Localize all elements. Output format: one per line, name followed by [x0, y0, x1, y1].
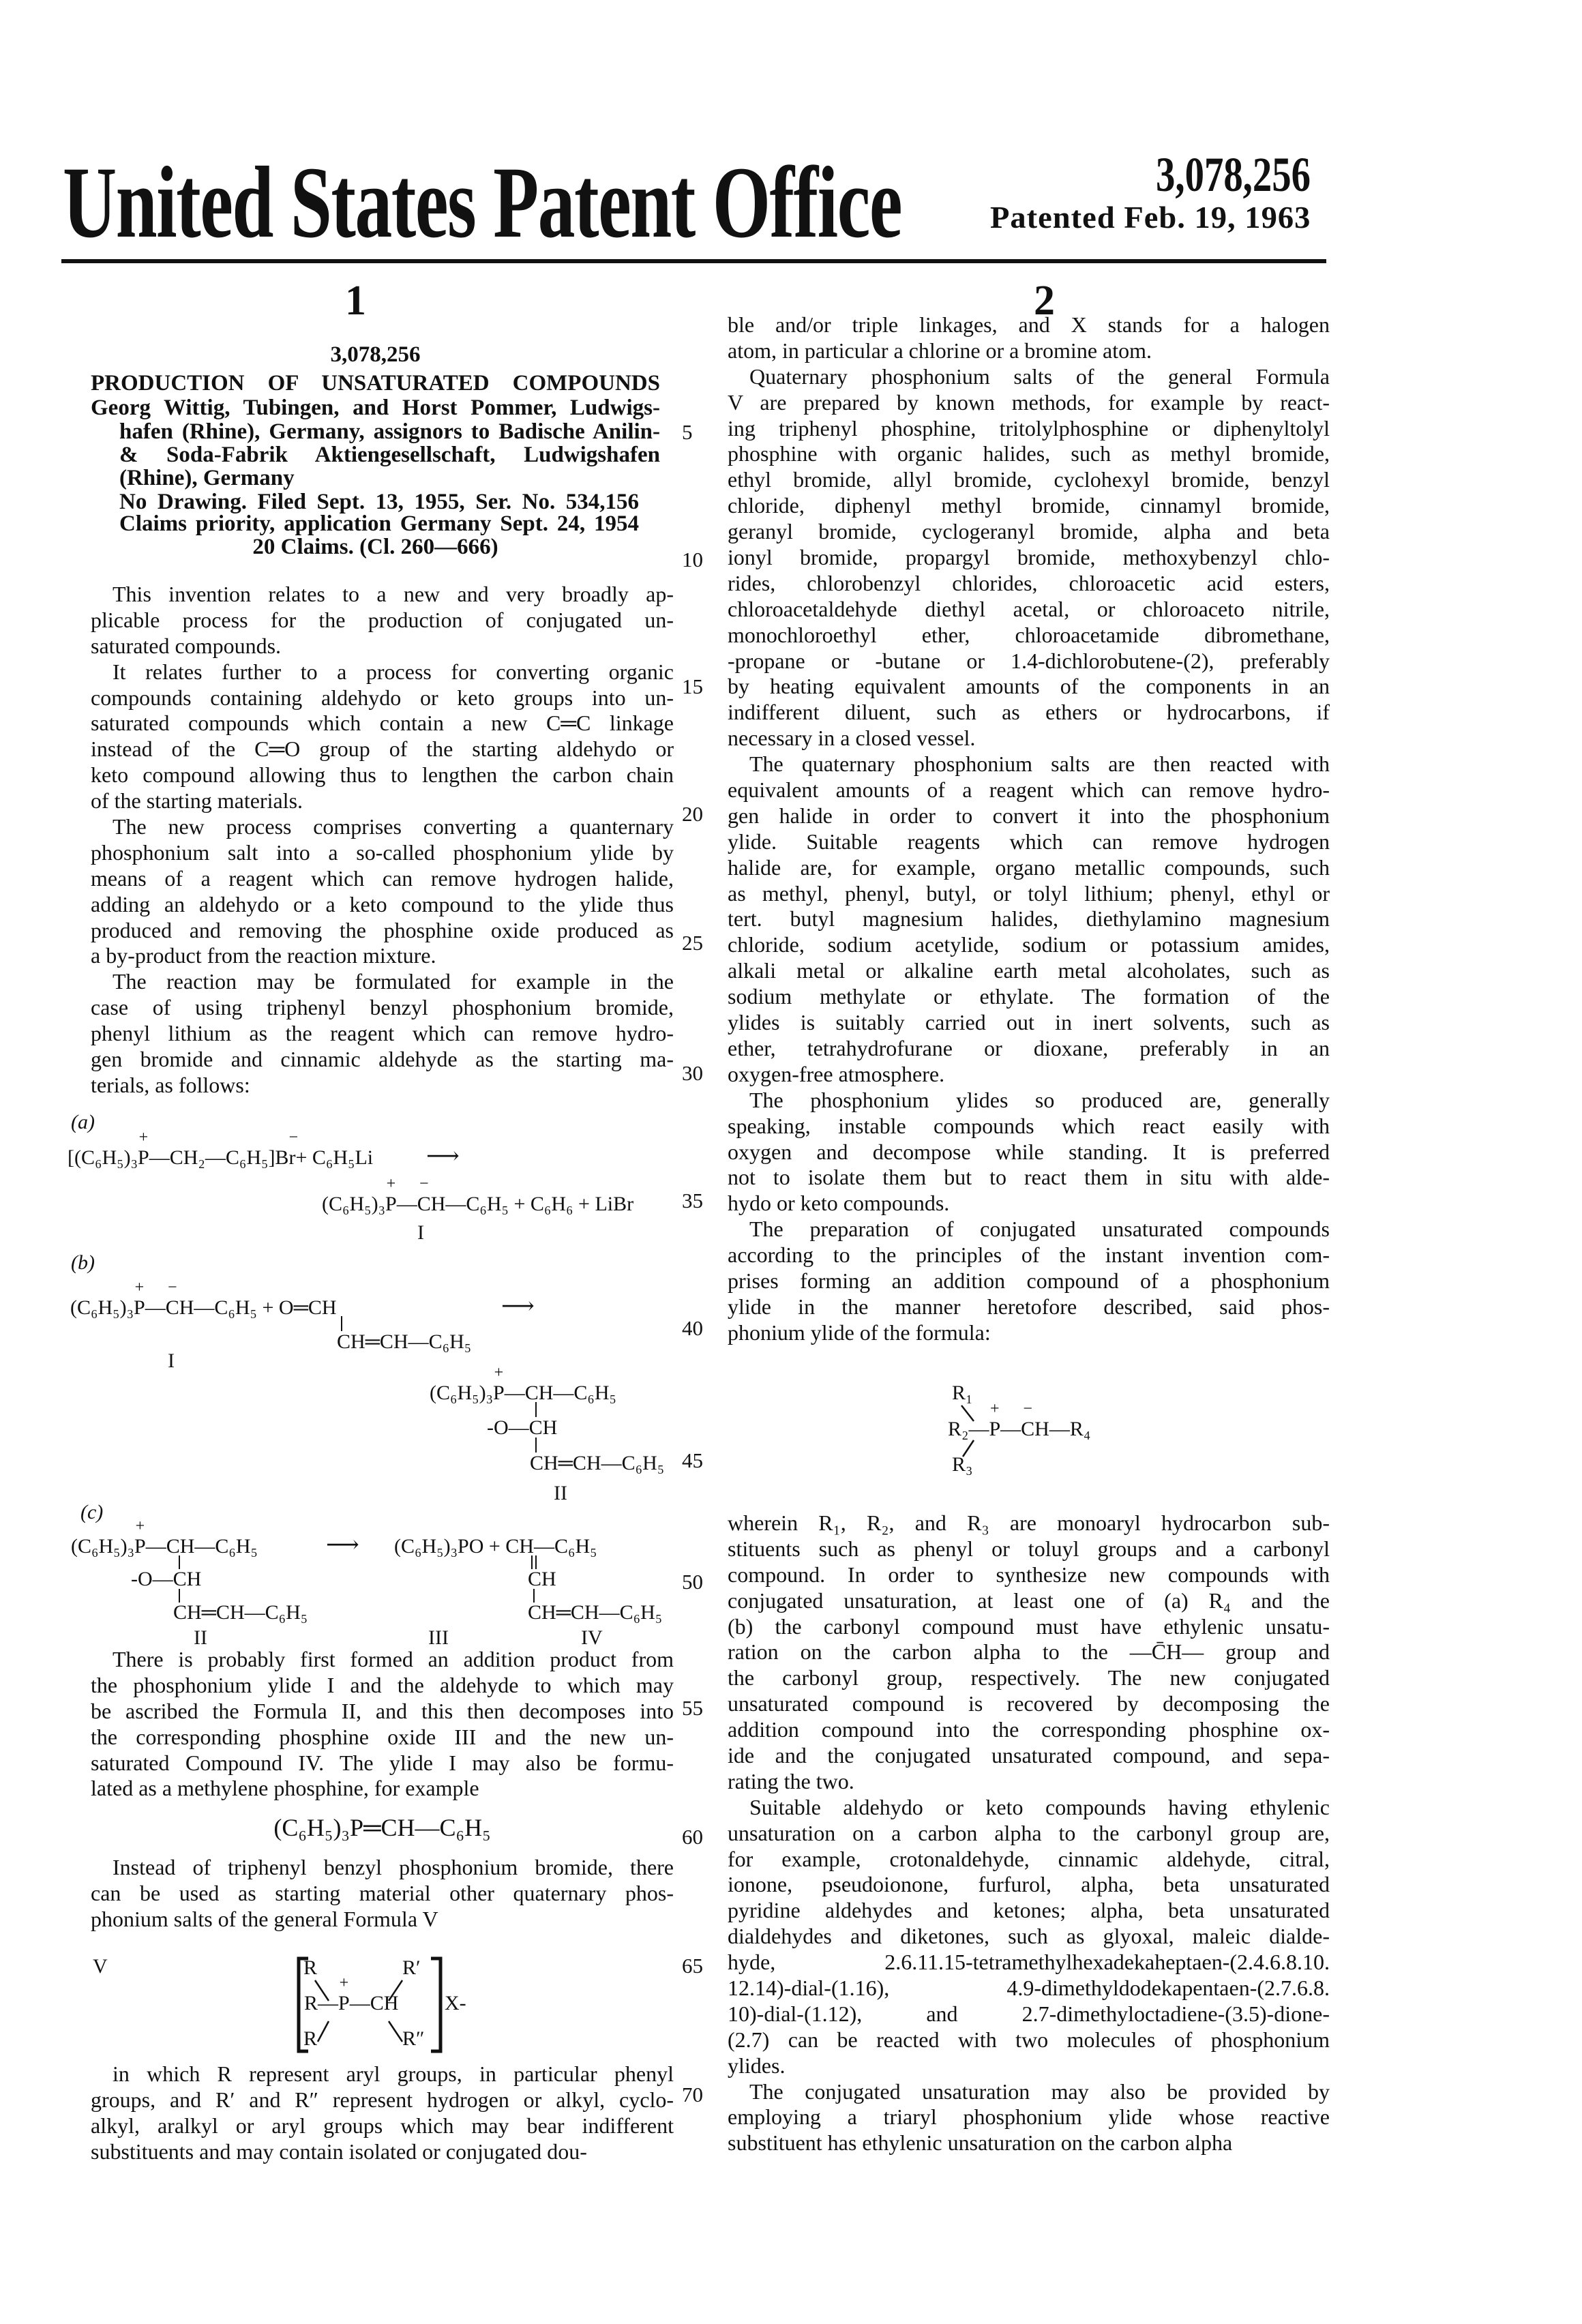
positive-charge: + — [138, 1129, 149, 1146]
charged-atom: P + — [138, 1146, 149, 1170]
text-line: monochloroethyl ether, chloroacetamide dibromethane, — [728, 623, 1330, 649]
text-line: Instead of triphenyl benzyl phosphonium bromide, there — [91, 1855, 674, 1881]
header-rule — [61, 259, 1326, 263]
ylide-r1: R₁ — [952, 1381, 972, 1405]
line-number: 10 — [682, 548, 713, 571]
text-line: phenyl lithium as the reagent which can remove hydro- — [91, 1021, 674, 1047]
charged-atom: P + — [338, 1991, 350, 2016]
formula-segment: —CH — [350, 1991, 399, 2016]
formula-segment: —CH—C₆H₅ — [505, 1381, 616, 1405]
text-line: hyde, 2.6.11.15-tetramethylhexadekaheptaen-(2.4.6.8.10. — [728, 1950, 1330, 1976]
negative-charge: − — [288, 1129, 295, 1146]
reaction-arrow: ⟶ — [501, 1294, 535, 1319]
formula-segment: (C₆H₅)₃ — [71, 1534, 134, 1559]
compound-label: IV — [581, 1626, 603, 1650]
text-line: rides, chlorobenzyl chlorides, chloroacetic acid esters, — [728, 571, 1330, 597]
charged-atom: r − — [288, 1146, 295, 1170]
equation-c-row2: -O—CH — [131, 1567, 201, 1592]
column-number-left: 1 — [345, 280, 366, 322]
ylide-middle — [948, 1417, 1090, 1442]
line-number: 65 — [682, 1954, 713, 1978]
text-line: as methyl, phenyl, butyl, or tolyl lithium; phenyl, ethyl or — [728, 881, 1330, 907]
text-line: Quaternary phosphonium salts of the general Formula — [728, 364, 1330, 390]
formula-v-middle — [304, 1991, 398, 2016]
methylene-phosphine-formula: (C₆H₅)₃P═CH—C₆H₅ — [0, 1814, 764, 1841]
text-line: ble and/or triple linkages, and X stands for a halogen — [728, 312, 1330, 338]
formula-segment: —CH—C₆H₅ — [146, 1534, 258, 1559]
text-line: according to the principles of the instant invention com- — [728, 1242, 1330, 1268]
text-line: alkali metal or alkaline earth metal alcoholates, such as — [728, 958, 1330, 984]
formula-v-r-prime: R′ — [402, 1956, 421, 1980]
header-title: PRODUCTION OF UNSATURATED COMPOUNDS — [91, 372, 660, 395]
equation-label-b: (b) — [71, 1251, 95, 1275]
line-number: 55 — [682, 1697, 713, 1720]
compound-label: II — [194, 1626, 207, 1650]
compound-label: II — [554, 1481, 567, 1506]
text-line: ethyl bromide, allyl bromide, cyclohexyl bromide, benzyl — [728, 467, 1330, 493]
text-line: speaking, instable compounds which react easily with — [728, 1114, 1330, 1139]
positive-charge: + — [989, 1401, 1000, 1417]
adduct-row2: -O—CH — [487, 1416, 557, 1440]
text-line: of the starting materials. — [91, 788, 674, 814]
text-line: ylides. — [728, 2053, 1330, 2079]
charged-atom: C − — [1021, 1417, 1034, 1442]
formula-segment: — — [145, 1296, 166, 1320]
patented-date-text: Patented Feb. 19, 1963 — [990, 200, 1311, 235]
equation-a-line1 — [68, 1146, 373, 1170]
formula-v-r-top: R — [303, 1956, 317, 1980]
text-line: by heating equivalent amounts of the components in an — [728, 674, 1330, 700]
text-line: Suitable aldehydo or keto compounds having ethylenic — [728, 1795, 1330, 1821]
text-line: phosphonium salt into a so-called phosphonium ylide by — [91, 840, 674, 866]
equation-label-a: (a) — [71, 1110, 95, 1135]
equation-c-right3: CH═CH—C₆H₅ — [528, 1600, 662, 1625]
formula-segment: —CH₂—C₆H₅]B — [149, 1146, 289, 1170]
text-line: a by-product from the reaction mixture. — [91, 943, 674, 969]
text-line: There is probably first formed an addition product from — [91, 1647, 674, 1673]
formula-segment: + C₆H₅Li — [295, 1146, 373, 1170]
text-line: saturated compounds which contain a new C═C linkage — [91, 711, 674, 736]
text-line: means of a reagent which can remove hydrogen halide, — [91, 866, 674, 892]
text-line: for example, crotonaldehyde, cinnamic aldehyde, citral, — [728, 1847, 1330, 1873]
text-line: in which R represent aryl groups, in particular phenyl — [91, 2061, 674, 2087]
text-line: tert. butyl magnesium halides, diethylamino magnesium — [728, 906, 1330, 932]
text-line: plicable process for the production of conjugated un- — [91, 608, 674, 634]
negative-charge: − — [166, 1279, 179, 1296]
left-text-block — [91, 1855, 674, 1933]
formula-v-label: V — [93, 1954, 108, 1979]
line-number: 35 — [682, 1189, 713, 1212]
ylide-r3: R₃ — [952, 1452, 972, 1477]
equation-b-line1 — [70, 1296, 337, 1320]
text-line: prises forming an addition compound of a phosphonium — [728, 1268, 1330, 1294]
negative-charge: − — [1021, 1401, 1034, 1417]
text-line: stituents such as phenyl or toluyl groups and a carbonyl — [728, 1536, 1330, 1562]
text-line: sodium methylate or ethylate. The formation of the — [728, 984, 1330, 1010]
text-line: The quaternary phosphonium salts are then reacted with — [728, 751, 1330, 777]
formula-segment: [(C₆H₅)₃ — [68, 1146, 138, 1170]
text-line: be ascribed the Formula II, and this then decomposes into — [91, 1699, 674, 1725]
reaction-arrow: ⟶ — [426, 1144, 460, 1169]
text-line: adding an aldehydo or a keto compound to the ylide thus — [91, 892, 674, 918]
text-line: substituent has ethylenic unsaturation on the carbon alpha — [728, 2130, 1330, 2156]
text-line: groups, and R′ and R″ represent hydrogen or alkyl, cyclo- — [91, 2087, 674, 2113]
bond-line — [535, 1437, 537, 1452]
equation-c-right1 — [394, 1534, 597, 1559]
header-claims: 20 Claims. (Cl. 260—666) — [91, 535, 660, 558]
line-number: 70 — [682, 2083, 713, 2106]
office-title-text: United States Patent Office — [63, 151, 901, 254]
header-patent-number: 3,078,256 — [91, 343, 660, 366]
positive-charge: + — [134, 1279, 145, 1296]
text-line: ionyl bromide, propargyl bromide, methoxybenzyl chlo- — [728, 545, 1330, 571]
formula-segment: (C₆H₅)₃ — [70, 1296, 134, 1320]
formula-segment: R— — [304, 1991, 338, 2016]
bond-line — [341, 1316, 342, 1331]
text-line: lated as a methylene phosphine, for example — [91, 1776, 674, 1802]
text-line: (2.7) can be reacted with two molecules of phosphonium — [728, 2027, 1330, 2053]
line-number: 5 — [682, 421, 713, 444]
text-line: ylide in the manner heretofore described, said phos- — [728, 1294, 1330, 1320]
text-line: phosphine with organic halides, such as methyl bromide, — [728, 441, 1330, 467]
line-number: 30 — [682, 1062, 713, 1085]
formula-segment: H—C₆H₅ + C₆H₆ + LiBr — [431, 1192, 633, 1217]
charged-atom: P + — [134, 1534, 146, 1559]
text-line: It relates further to a process for converting organic — [91, 659, 674, 685]
text-line: oxygen and decompose while standing. It is preferred — [728, 1139, 1330, 1165]
text-line: equivalent amounts of a reagent which can remove hydro- — [728, 777, 1330, 803]
text-line: oxygen-free atmosphere. — [728, 1062, 1330, 1088]
line-number: 50 — [682, 1570, 713, 1594]
equation-b-branch: CH═CH—C₆H₅ — [337, 1330, 471, 1354]
line-number: 20 — [682, 803, 713, 826]
text-line: gen halide in order to convert it into the phosphonium — [728, 803, 1330, 829]
text-line: V are prepared by known methods, for example by react- — [728, 390, 1330, 416]
line-number: 45 — [682, 1449, 713, 1472]
line-number: 60 — [682, 1826, 713, 1849]
text-line: employing a triaryl phosphonium ylide whose reactive — [728, 2104, 1330, 2130]
formula-v-r-bottom: R — [303, 2027, 317, 2051]
formula-segment: H—C₆H₅ + O═CH — [179, 1296, 337, 1320]
text-line: The conjugated unsaturation may also be provided by — [728, 2079, 1330, 2105]
adduct-row1 — [430, 1381, 616, 1405]
text-line: addition compound into the corresponding phosphine ox- — [728, 1717, 1330, 1743]
equation-a-line2 — [322, 1192, 633, 1217]
text-line: substituents and may contain isolated or conjugated dou- — [91, 2139, 674, 2165]
formula-segment: (C₆H₅)₃ — [322, 1192, 385, 1217]
text-line: unsaturated compound is recovered by decomposing the — [728, 1691, 1330, 1717]
text-line: The phosphonium ylides so produced are, generally — [728, 1088, 1330, 1114]
right-text-block — [728, 312, 1330, 1346]
adduct-row3: CH═CH—C₆H₅ — [530, 1451, 664, 1476]
text-line: chloride, diphenyl methyl bromide, cinnamyl bromide, — [728, 493, 1330, 519]
negative-charge: − — [417, 1176, 431, 1192]
bond-line — [389, 2021, 402, 2042]
text-line: phonium salts of the general Formula V — [91, 1907, 674, 1933]
equation-label-c: (c) — [80, 1500, 103, 1525]
header-inventors: hafen (Rhine), Germany, assignors to Badische Anilin- — [119, 420, 660, 443]
formula-segment: (C₆H₅)₃ — [430, 1381, 493, 1405]
formula-segment: — — [397, 1192, 417, 1217]
positive-charge: + — [134, 1518, 146, 1534]
text-line: necessary in a closed vessel. — [728, 726, 1330, 751]
charged-atom: P + — [989, 1417, 1000, 1442]
text-line: The reaction may be formulated for example in the — [91, 969, 674, 995]
left-text-block — [91, 1647, 674, 1802]
text-line: conjugated unsaturation, at least one of (a) R₄ and the — [728, 1588, 1330, 1614]
text-line: saturated compounds. — [91, 634, 674, 659]
text-line: ing triphenyl phosphine, tritolylphosphine or diphenyltolyl — [728, 416, 1330, 442]
text-line: ide and the conjugated unsaturated compound, and sepa- — [728, 1743, 1330, 1769]
text-line: chloroacetaldehyde diethyl acetal, or chloroaceto nitrile, — [728, 597, 1330, 623]
header-priority: Claims priority, application Germany Sept. 24, 1954 — [119, 512, 639, 535]
formula-segment: H—R₄ — [1034, 1417, 1090, 1442]
compound-label: I — [168, 1349, 175, 1373]
text-line: -propane or -butane or 1.4-dichlorobutene-(2), preferably — [728, 649, 1330, 674]
text-line: This invention relates to a new and very broadly ap- — [91, 582, 674, 608]
equation-c-right2: CH — [528, 1567, 556, 1592]
positive-charge: + — [493, 1365, 505, 1381]
text-line: can be used as starting material other quaternary phos- — [91, 1881, 674, 1907]
text-line: the phosphonium ylide I and the aldehyde to which may — [91, 1673, 674, 1699]
bond-line — [318, 2021, 329, 2042]
text-line: The new process comprises converting a quanternary — [91, 814, 674, 840]
line-number: 25 — [682, 932, 713, 955]
charged-atom: P + — [493, 1381, 505, 1405]
reaction-arrow: ⟶ — [326, 1533, 359, 1558]
text-line: keto compound allowing thus to lengthen the carbon chain — [91, 762, 674, 788]
compound-label: I — [417, 1221, 424, 1245]
line-number: 40 — [682, 1317, 713, 1340]
product-formula: (C₆H₅)₃PO + CH—C₆H₅ — [394, 1535, 597, 1558]
text-line: atom, in particular a chlorine or a bromine atom. — [728, 338, 1330, 364]
text-line: ylide. Suitable reagents which can remove hydrogen — [728, 829, 1330, 855]
text-line: The preparation of conjugated unsaturated compounds — [728, 1217, 1330, 1242]
text-line: ionone, pseudoionone, furfurol, alpha, beta unsaturated — [728, 1872, 1330, 1898]
charged-atom: P + — [385, 1192, 397, 1217]
text-line: ration on the carbon alpha to the —C̄H— group and — [728, 1639, 1330, 1665]
right-text-block — [728, 1510, 1330, 2156]
text-line: compound. In order to synthesize new compounds with — [728, 1562, 1330, 1588]
text-line: wherein R₁, R₂, and R₃ are monoaryl hydrocarbon sub- — [728, 1510, 1330, 1536]
equation-c-row1 — [71, 1534, 258, 1559]
bond-line — [535, 1402, 537, 1417]
text-line: hydo or keto compounds. — [728, 1191, 1330, 1217]
text-line: (b) the carbonyl compound must have ethylenic unsatu- — [728, 1614, 1330, 1640]
charged-atom: C − — [166, 1296, 179, 1320]
bracket-right — [431, 1958, 441, 2051]
column-number-right: 2 — [1034, 280, 1055, 322]
text-line: gen bromide and cinnamic aldehyde as the starting ma- — [91, 1047, 674, 1073]
text-line: chloride, sodium acetylide, sodium or potassium amides, — [728, 932, 1330, 958]
left-text-block — [91, 2061, 674, 2165]
text-line: produced and removing the phosphine oxide produced as — [91, 918, 674, 944]
left-text-block — [91, 582, 674, 1099]
text-line: not to isolate them but to react them in situ with alde- — [728, 1165, 1330, 1191]
text-line: case of using triphenyl benzyl phosphonium bromide, — [91, 995, 674, 1021]
header-filed: No Drawing. Filed Sept. 13, 1955, Ser. No. 534,156 — [119, 490, 639, 513]
header-inventors: (Rhine), Germany — [119, 466, 660, 490]
text-line: pyridine aldehydes and ketones; alpha, beta unsaturated — [728, 1898, 1330, 1924]
text-line: alkyl, aralkyl or aryl groups which may bear indifferent — [91, 2113, 674, 2139]
header-inventors: & Soda-Fabrik Aktiengesellschaft, Ludwigshafen — [119, 443, 660, 466]
formula-segment: — — [1000, 1417, 1021, 1442]
text-line: halide are, for example, organo metallic compounds, such — [728, 855, 1330, 881]
text-line: phonium ylide of the formula: — [728, 1320, 1330, 1346]
header-inventors: Georg Wittig, Tubingen, and Horst Pommer, Ludwigs- — [91, 396, 660, 419]
text-line: 12.14)-dial-(1.16), 4.9-dimethyldodekapentaen-(2.7.6.8. — [728, 1976, 1330, 2001]
text-line: geranyl bromide, cyclogeranyl bromide, alpha and beta — [728, 519, 1330, 545]
text-line: ylides is suitably carried out in inert solvents, such as — [728, 1010, 1330, 1036]
formula-v-anion: X- — [445, 1991, 466, 2016]
charged-atom: P + — [134, 1296, 145, 1320]
text-line: unsaturation on a carbon alpha to the carbonyl group are, — [728, 1821, 1330, 1847]
text-line: the carbonyl group, respectively. The new conjugated — [728, 1665, 1330, 1691]
patent-number-text: 3,078,256 — [1156, 149, 1311, 200]
patented-date — [990, 200, 1307, 235]
equation-c-row3: CH═CH—C₆H₅ — [173, 1600, 308, 1625]
line-number: 15 — [682, 675, 713, 698]
text-line: 10)-dial-(1.12), and 2.7-dimethyloctadiene-(3.5)-dione- — [728, 2001, 1330, 2027]
formula-segment: R₂— — [948, 1417, 989, 1442]
text-line: the corresponding phosphine oxide III and the new un- — [91, 1725, 674, 1751]
charged-atom: C − — [417, 1192, 431, 1217]
text-line: terials, as follows: — [91, 1073, 674, 1099]
formula-v-r-double-prime: R″ — [402, 2027, 425, 2051]
text-line: ether, tetrahydrofurane or dioxane, preferably in an — [728, 1036, 1330, 1062]
patent-number — [1156, 149, 1352, 200]
text-line: dialdehydes and diketones, such as glyoxal, maleic dialde- — [728, 1924, 1330, 1950]
text-line: rating the two. — [728, 1769, 1330, 1795]
positive-charge: + — [385, 1176, 397, 1192]
compound-label: III — [428, 1626, 449, 1650]
text-line: saturated Compound IV. The ylide I may also be formu- — [91, 1751, 674, 1776]
text-line: indifferent diluent, such as ethers or hydrocarbons, if — [728, 700, 1330, 726]
positive-charge: + — [338, 1975, 350, 1991]
text-line: compounds containing aldehydo or keto groups into un- — [91, 685, 674, 711]
text-line: instead of the C═O group of the starting aldehydo or — [91, 736, 674, 762]
